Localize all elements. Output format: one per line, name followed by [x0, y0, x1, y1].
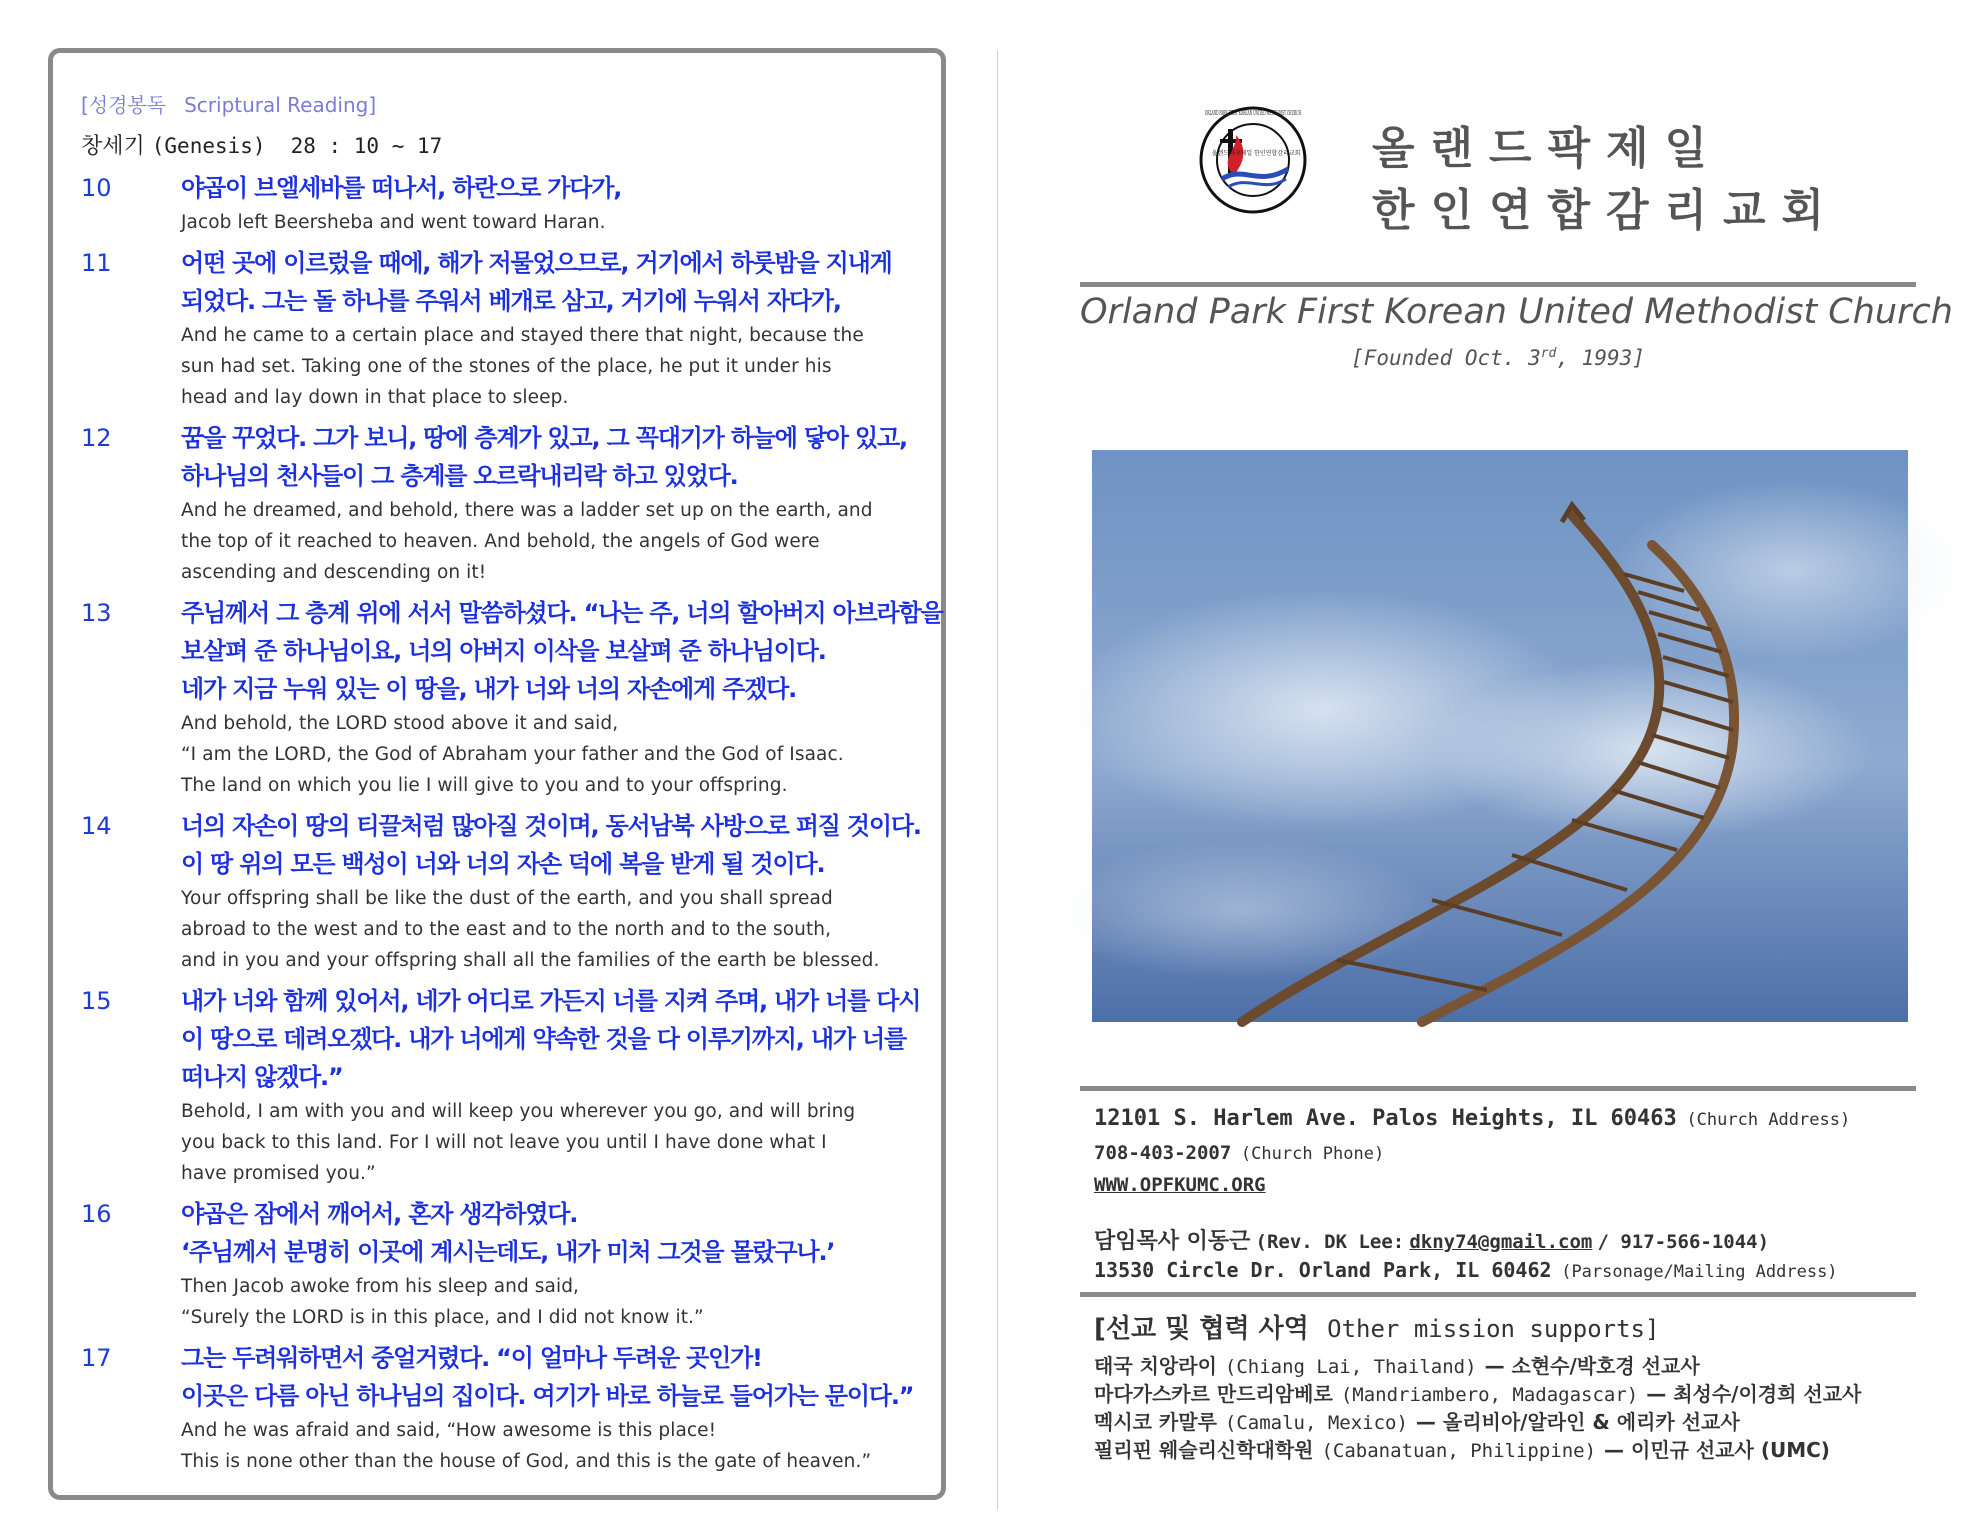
- founded-sup: rd: [1540, 346, 1557, 361]
- verse-text: [181, 419, 931, 588]
- verse-korean-line: 꿈을 꾸었다. 그가 보니, 땅에 층계가 있고, 그 꼭대기가 하늘에 닿아 있고,: [181, 424, 907, 452]
- contact-rule: [1080, 1086, 1916, 1091]
- reading-header-en: Scriptural Reading]: [184, 93, 377, 117]
- verse-english-line: The land on which you lie I will give to you and to your offspring.: [181, 775, 788, 796]
- verse-text: [181, 1195, 931, 1333]
- book-ko: 창세기: [81, 134, 145, 159]
- parsonage-address: 13530 Circle Dr. Orland Park, IL 60462: [1094, 1258, 1552, 1282]
- verse-korean-line: 그는 두려워하면서 중얼거렸다. “이 얼마나 두려운 곳인가!: [181, 1344, 762, 1372]
- top-rule: [1080, 282, 1916, 287]
- verse-korean-line: 야곱은 잠에서 깨어서, 혼자 생각하였다.: [181, 1200, 578, 1228]
- founded-date: [1080, 346, 1916, 370]
- verse-english-line: And he dreamed, and behold, there was a ladder set up on the earth, and: [181, 500, 873, 521]
- verse-korean-line: 너의 자손이 땅의 티끌처럼 많아질 것이며, 동서남북 사방으로 퍼질 것이다.: [181, 812, 921, 840]
- verse-17: [81, 1339, 931, 1477]
- verse-number: 17: [81, 1344, 112, 1372]
- verse-text: [181, 807, 931, 976]
- mission-en: (Mandriambero, Madagascar): [1340, 1384, 1639, 1406]
- verse-text: [181, 169, 931, 238]
- pastor-prefix: (Rev. DK Lee:: [1255, 1231, 1405, 1253]
- verse-english-line: “Surely the LORD is in this place, and I did not know it.”: [181, 1307, 704, 1328]
- mission-en: (Cabanatuan, Philippine): [1321, 1440, 1597, 1462]
- verse-english-line: sun had set. Taking one of the stones of the place, he put it under his: [181, 356, 832, 377]
- verse-list: [81, 169, 943, 1483]
- church-phone-line: [1094, 1142, 1384, 1164]
- verse-16: [81, 1195, 931, 1333]
- verse-text: [181, 244, 931, 413]
- church-logo: [1198, 105, 1308, 215]
- mission-ko: 마다가스카르 만드리암베로: [1094, 1382, 1333, 1406]
- mission-ko: 멕시코 카말루: [1094, 1410, 1217, 1434]
- mission-item: [1094, 1378, 1869, 1407]
- verse-number: 11: [81, 249, 112, 277]
- verse-number: 16: [81, 1200, 112, 1228]
- verse-15: [81, 982, 931, 1189]
- mission-en: (Chiang Lai, Thailand): [1224, 1356, 1477, 1378]
- page-divider: [997, 50, 998, 1510]
- verse-number: 10: [81, 174, 112, 202]
- verse-english-line: Jacob left Beersheba and went toward Haran.: [181, 212, 606, 233]
- mission-ko: 필리핀 웨슬리신학대학원: [1094, 1438, 1314, 1462]
- verse-korean-line: 어떤 곳에 이르렀을 때에, 해가 저물었으므로, 거기에서 하룻밤을 지내게: [181, 249, 892, 277]
- logo-outer-text: ORLAND PARK FIRST KOREAN UNITED METHODIST CHURCH: [1205, 110, 1301, 117]
- verse-korean-line: 하나님의 천사들이 그 층계를 오르락내리락 하고 있었다.: [181, 462, 738, 490]
- verse-text: [181, 1339, 931, 1477]
- founded-suffix: , 1993]: [1556, 346, 1645, 370]
- mission-item: [1094, 1350, 1708, 1379]
- verse-13: [81, 594, 943, 801]
- church-address-note: (Church Address): [1686, 1110, 1851, 1130]
- church-phone-note: (Church Phone): [1240, 1144, 1385, 1164]
- verse-korean-line: 이 땅으로 데려오겠다. 내가 너에게 약속한 것을 다 이루기까지, 내가 너를: [181, 1025, 906, 1053]
- verse-korean-line: 보살펴 준 하나님이요, 너의 아버지 이삭을 보살펴 준 하나님이다.: [181, 637, 826, 665]
- mission-en: (Camalu, Mexico): [1224, 1412, 1408, 1434]
- verse-english-line: And behold, the LORD stood above it and said,: [181, 713, 619, 734]
- mission-who: — 소현수/박호경 선교사: [1484, 1354, 1700, 1378]
- reading-header: [81, 89, 394, 118]
- ladder-illustration: [1092, 450, 1908, 1022]
- verse-14: [81, 807, 931, 976]
- missions-title-en: Other mission supports]: [1327, 1315, 1660, 1343]
- book-en: (Genesis): [151, 134, 266, 158]
- verse-number: 13: [81, 599, 112, 627]
- church-name-ko: [1372, 118, 1840, 242]
- founded-prefix: [Founded Oct. 3: [1351, 346, 1541, 370]
- mission-who: — 이민규 선교사 (UMC): [1604, 1438, 1830, 1462]
- verse-english-line: and in you and your offspring shall all the families of the earth be blessed.: [181, 950, 880, 971]
- church-address: 12101 S. Harlem Ave. Palos Heights, IL 60463: [1094, 1106, 1677, 1131]
- missions-title-ko: [선교 및 협력 사역: [1094, 1314, 1309, 1344]
- verse-korean-line: 네가 지금 누워 있는 이 땅을, 내가 너와 너의 자손에게 주겠다.: [181, 675, 797, 703]
- verse-english-line: head and lay down in that place to sleep.: [181, 387, 569, 408]
- ladder-to-heaven-photo: [1092, 450, 1908, 1022]
- church-name-en: Orland Park First Korean United Methodist Church: [1080, 292, 1953, 332]
- verse-korean-line: ‘주님께서 분명히 이곳에 계시는데도, 내가 미처 그것을 몰랐구나.’: [181, 1238, 835, 1266]
- verse-korean-line: 내가 너와 함께 있어서, 네가 어디로 가든지 너를 지켜 주며, 내가 너를 다시: [181, 987, 921, 1015]
- reading-header-ko: [성경봉독: [81, 93, 167, 117]
- verse-english-line: This is none other than the house of God, and this is the gate of heaven.”: [181, 1451, 872, 1472]
- verse-11: [81, 244, 931, 413]
- verse-korean-line: 이 땅 위의 모든 백성이 너와 너의 자손 덕에 복을 받게 될 것이다.: [181, 850, 825, 878]
- verse-english-line: And he was afraid and said, “How awesome is this place!: [181, 1420, 717, 1441]
- verse-english-line: “I am the LORD, the God of Abraham your father and the God of Isaac.: [181, 744, 844, 765]
- missions-rule: [1080, 1292, 1916, 1297]
- verse-text: [181, 982, 931, 1189]
- website-link[interactable]: WWW.OPFKUMC.ORG: [1094, 1174, 1266, 1196]
- pastor-line: [1094, 1224, 1769, 1255]
- parsonage-line: [1094, 1258, 1838, 1282]
- church-phone: 708-403-2007: [1094, 1142, 1232, 1164]
- chapter-verses: 28 : 10 ~ 17: [290, 134, 443, 158]
- verse-number: 14: [81, 812, 112, 840]
- verse-number: 15: [81, 987, 112, 1015]
- verse-number: 12: [81, 424, 112, 452]
- verse-korean-line: 이곳은 다름 아닌 하나님의 집이다. 여기가 바로 하늘로 들어가는 문이다.”: [181, 1382, 914, 1410]
- pastor-email-link[interactable]: dkny74@gmail.com: [1409, 1231, 1593, 1253]
- logo-inner-text: 올랜드파크제일 한인연합감리교회: [1211, 150, 1301, 157]
- mission-item: [1094, 1434, 1838, 1463]
- church-name-ko-line2: 한인연합감리교회: [1372, 185, 1841, 236]
- mission-who: — 올리비아/알라인 & 에리카 선교사: [1415, 1410, 1740, 1434]
- verse-english-line: Then Jacob awoke from his sleep and said,: [181, 1276, 580, 1297]
- mission-ko: 태국 치앙라이: [1094, 1354, 1217, 1378]
- church-address-line: [1094, 1106, 1850, 1131]
- verse-korean-line: 주님께서 그 층계 위에 서서 말씀하셨다. “나는 주, 너의 할아버지 아브라함을: [181, 599, 943, 627]
- verse-text: [181, 594, 942, 801]
- verse-english-line: Behold, I am with you and will keep you wherever you go, and will bring: [181, 1101, 856, 1122]
- verse-korean-line: 야곱이 브엘세바를 떠나서, 하란으로 가다가,: [181, 174, 622, 202]
- verse-english-line: the top of it reached to heaven. And behold, the angels of God were: [181, 531, 820, 552]
- verse-10: [81, 169, 931, 238]
- verse-english-line: And he came to a certain place and stayed there that night, because the: [181, 325, 864, 346]
- mission-item: [1094, 1406, 1748, 1435]
- pastor-name-ko: 담임목사 이동근: [1094, 1229, 1251, 1254]
- verse-korean-line: 되었다. 그는 돌 하나를 주워서 베개로 삼고, 거기에 누워서 자다가,: [181, 287, 841, 315]
- mission-who: — 최성수/이경희 선교사: [1646, 1382, 1862, 1406]
- verse-english-line: Your offspring shall be like the dust of the earth, and you shall spread: [181, 888, 833, 909]
- verse-english-line: you back to this land. For I will not leave you until I have done what I: [181, 1132, 827, 1153]
- verse-korean-line: 떠나지 않겠다.”: [181, 1063, 343, 1091]
- website-line[interactable]: [1094, 1174, 1266, 1196]
- verse-english-line: abroad to the west and to the east and to the north and to the south,: [181, 919, 832, 940]
- passage-reference: [81, 129, 442, 160]
- parsonage-note: (Parsonage/Mailing Address): [1561, 1262, 1838, 1282]
- verse-english-line: have promised you.”: [181, 1163, 376, 1184]
- missions-title: [1094, 1308, 1659, 1345]
- scripture-panel: [48, 48, 946, 1500]
- church-name-ko-line1: 올랜드팍제일: [1372, 123, 1724, 174]
- verse-12: [81, 419, 931, 588]
- pastor-phone: / 917-566-1044): [1597, 1231, 1770, 1253]
- verse-english-line: ascending and descending on it!: [181, 562, 487, 583]
